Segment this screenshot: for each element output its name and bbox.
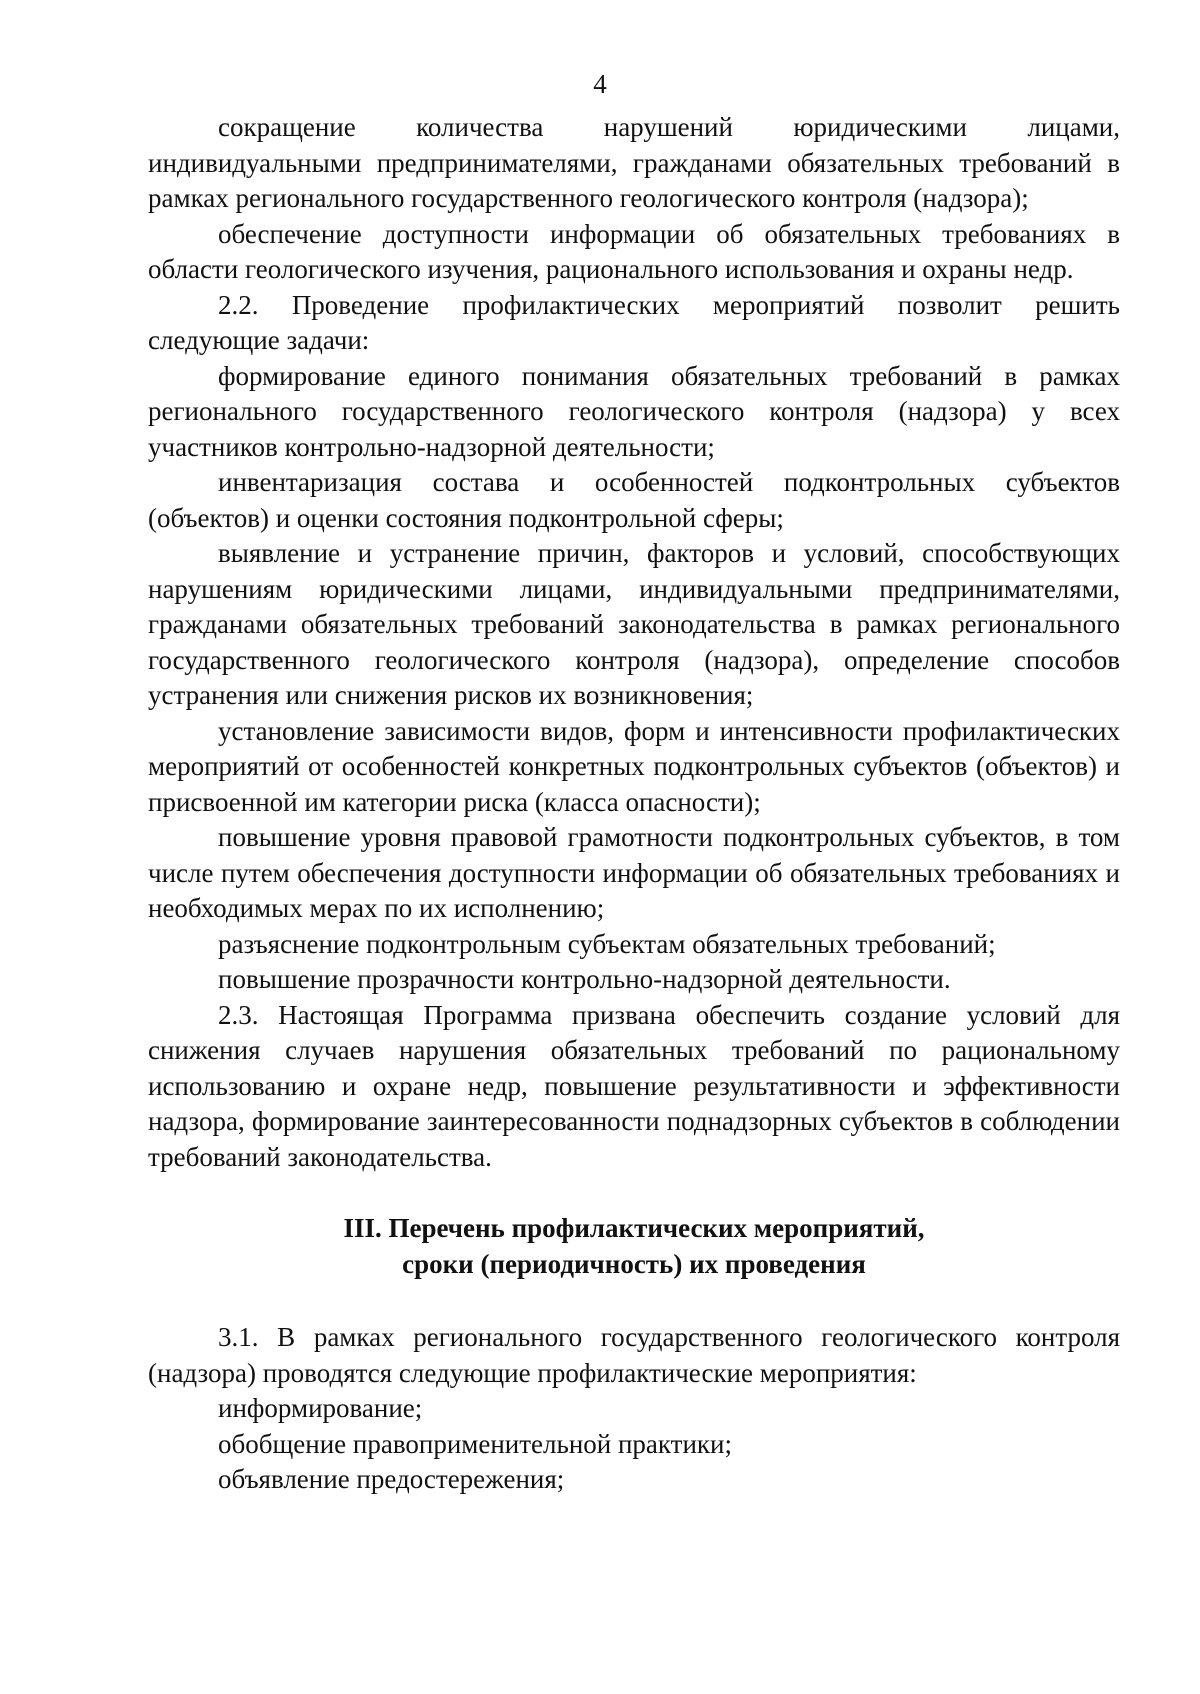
paragraph: формирование единого понимания обязательных требований в рамках регионального государственного геологического контроля (надзора) у всех участников контрольно-надзорной деятельности; [148, 360, 1120, 462]
paragraph: 2.2. Проведение профилактических мероприятий позволит решить следующие задачи: [148, 289, 1120, 355]
paragraph: 2.3. Настоящая Программа призвана обеспечить создание условий для снижения случаев нарушения обязательных требований по рациональному использованию и охране недр, повышение результативности и эффективности надзора, формирование заинтересованности поднадзорных субъектов в соблюдении требований законодательства. [148, 999, 1120, 1172]
page-number: 4 [593, 69, 607, 99]
paragraph: установление зависимости видов, форм и интенсивности профилактических мероприятий от особенностей конкретных подконтрольных субъектов (объектов) и присвоенной им категории риска (класса опасности); [148, 715, 1120, 817]
section-heading [148, 1211, 1120, 1282]
paragraph: выявление и устранение причин, факторов и условий, способствующих нарушениям юридическими лицами, индивидуальными предпринимателями, гражданами обязательных требований законодательства в рамках регионального государственного геологического контроля (надзора), определение способов устранения или снижения рисков их возникновения; [148, 538, 1120, 710]
paragraph: повышение уровня правовой грамотности подконтрольных субъектов, в том числе путем обеспечения доступности информации об обязательных требованиях и необходимых мерах по их исполнению; [148, 822, 1120, 923]
paragraph: 3.1. В рамках регионального государственного геологического контроля (надзора) проводятся следующие профилактические мероприятия: [148, 1322, 1120, 1388]
paragraph: инвентаризация состава и особенностей подконтрольных субъектов (объектов) и оценки состояния подконтрольной сферы; [148, 467, 1120, 533]
section-heading-line: III. Перечень профилактических мероприятий, [343, 1213, 925, 1243]
paragraph: повышение прозрачности контрольно-надзорной деятельности. [218, 964, 951, 994]
section-heading-line: сроки (периодичность) их проведения [402, 1248, 866, 1279]
list-item: объявление предостережения; [218, 1464, 565, 1494]
paragraph: сокращение количества нарушений юридическими лицами, индивидуальными предпринимателями, гражданами обязательных требований в рамках регионального государственного геологического контроля (надзора); [148, 112, 1120, 213]
list-item: обобщение правоприменительной практики; [218, 1428, 732, 1459]
list-item: информирование; [218, 1393, 423, 1423]
paragraph: обеспечение доступности информации об обязательных требованиях в области геологического изучения, рационального использования и охраны недр. [148, 218, 1120, 284]
paragraph: разъяснение подконтрольным субъектам обязательных требований; [218, 928, 996, 959]
document-body [148, 110, 1120, 1498]
